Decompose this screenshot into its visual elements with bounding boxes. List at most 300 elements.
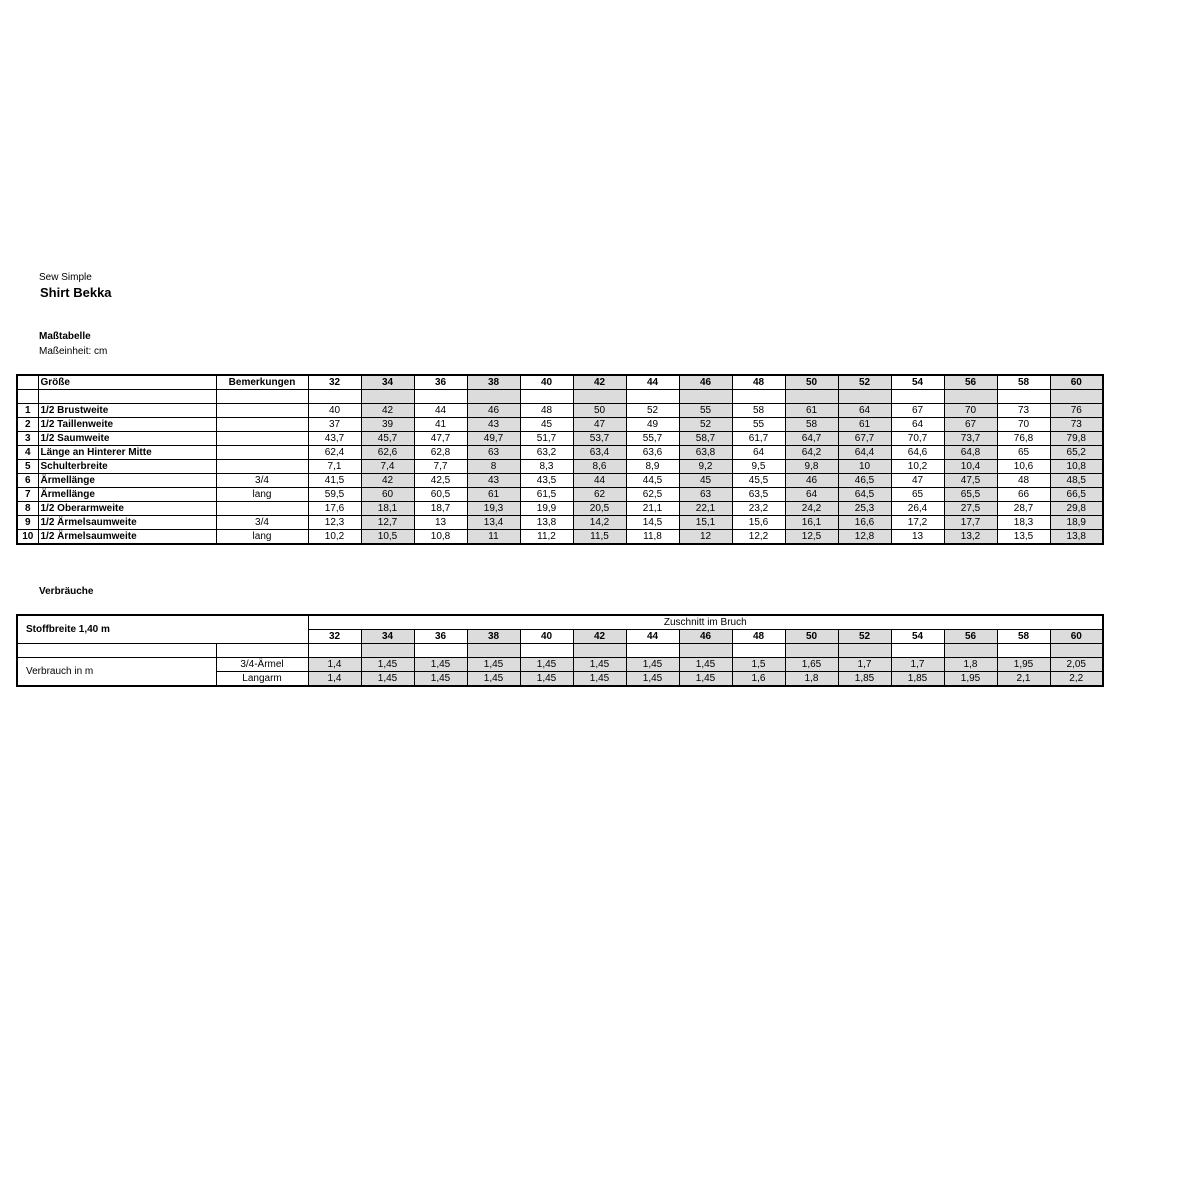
consumption-value: 2,1 (997, 672, 1050, 687)
size-header-cell: 34 (361, 630, 414, 644)
remark-cell (216, 418, 308, 432)
consumption-value: 1,95 (997, 658, 1050, 672)
measurement-value: 70 (944, 404, 997, 418)
measurement-row (17, 460, 1103, 474)
measurement-value: 45,7 (361, 432, 414, 446)
measurement-table-title: Maßtabelle (39, 331, 91, 342)
remark-cell: 3/4 (216, 474, 308, 488)
spacer-cell (785, 644, 838, 658)
size-header-cell: 32 (308, 630, 361, 644)
measurement-value: 48,5 (1050, 474, 1103, 488)
measurement-value: 61 (785, 404, 838, 418)
measurement-value: 22,1 (679, 502, 732, 516)
measurement-value: 7,1 (308, 460, 361, 474)
measurement-label: 1/2 Taillenweite (38, 418, 216, 432)
measurement-value: 10,8 (1050, 460, 1103, 474)
measurement-value: 16,1 (785, 516, 838, 530)
spacer-cell (361, 644, 414, 658)
measurement-spacer-row (17, 390, 1103, 404)
size-header-cell: 46 (679, 375, 732, 390)
row-number: 1 (17, 404, 38, 418)
header-size-label: Größe (38, 375, 216, 390)
measurement-value: 23,2 (732, 502, 785, 516)
consumption-title: Verbräuche (39, 586, 94, 597)
measurement-label: 1/2 Brustweite (38, 404, 216, 418)
spacer-cell (785, 390, 838, 404)
measurement-value: 41,5 (308, 474, 361, 488)
measurement-value: 63 (467, 446, 520, 460)
measurement-value: 65 (997, 446, 1050, 460)
measurement-row (17, 432, 1103, 446)
spacer-cell (414, 644, 467, 658)
measurement-value: 67,7 (838, 432, 891, 446)
measurement-value: 11 (467, 530, 520, 545)
measurement-value: 52 (679, 418, 732, 432)
measurement-value: 48 (997, 474, 1050, 488)
measurement-row (17, 446, 1103, 460)
measurement-value: 49,7 (467, 432, 520, 446)
measurement-value: 61,7 (732, 432, 785, 446)
remark-cell (216, 502, 308, 516)
spacer-cell (467, 644, 520, 658)
row-number: 10 (17, 530, 38, 545)
measurement-label: Länge an Hinterer Mitte (38, 446, 216, 460)
measurement-value: 43,5 (520, 474, 573, 488)
measurement-value: 43 (467, 474, 520, 488)
measurement-value: 19,9 (520, 502, 573, 516)
remark-cell (216, 446, 308, 460)
measurement-value: 40 (308, 404, 361, 418)
consumption-value: 1,45 (414, 658, 467, 672)
measurement-value: 64,6 (891, 446, 944, 460)
measurement-value: 64,4 (838, 446, 891, 460)
measurement-value: 59,5 (308, 488, 361, 502)
measurement-value: 25,3 (838, 502, 891, 516)
measurement-value: 14,5 (626, 516, 679, 530)
measurement-value: 13,4 (467, 516, 520, 530)
measurement-value: 7,4 (361, 460, 414, 474)
measurement-value: 45 (520, 418, 573, 432)
row-number: 5 (17, 460, 38, 474)
consumption-value: 1,4 (308, 658, 361, 672)
measurement-value: 11,8 (626, 530, 679, 545)
consumption-table (16, 614, 1104, 687)
consumption-value: 1,45 (626, 672, 679, 687)
measurement-value: 47 (573, 418, 626, 432)
size-header-cell: 42 (573, 630, 626, 644)
measurement-value: 13,8 (1050, 530, 1103, 545)
measurement-value: 24,2 (785, 502, 838, 516)
measurement-unit: Maßeinheit: cm (39, 346, 108, 357)
size-header-cell: 48 (732, 375, 785, 390)
consumption-header-row (17, 615, 1103, 630)
measurement-body (17, 404, 1103, 545)
consumption-value: 1,4 (308, 672, 361, 687)
measurement-value: 43 (467, 418, 520, 432)
measurement-row (17, 530, 1103, 545)
measurement-value: 47 (891, 474, 944, 488)
consumption-value: 1,65 (785, 658, 838, 672)
size-header-cell: 58 (997, 630, 1050, 644)
measurement-value: 61,5 (520, 488, 573, 502)
measurement-value: 9,5 (732, 460, 785, 474)
measurement-value: 12 (679, 530, 732, 545)
measurement-value: 15,1 (679, 516, 732, 530)
measurement-value: 73,7 (944, 432, 997, 446)
measurement-value: 10,2 (308, 530, 361, 545)
measurement-label: Schulterbreite (38, 460, 216, 474)
size-header-cell: 46 (679, 630, 732, 644)
measurement-value: 70,7 (891, 432, 944, 446)
remark-cell (216, 432, 308, 446)
spacer-cell (361, 390, 414, 404)
measurement-value: 73 (1050, 418, 1103, 432)
measurement-label: Ärmellänge (38, 488, 216, 502)
variant-label: 3/4-Ärmel (216, 658, 308, 672)
consumption-value: 1,95 (944, 672, 997, 687)
measurement-value: 8,9 (626, 460, 679, 474)
measurement-value: 66,5 (1050, 488, 1103, 502)
measurement-row (17, 516, 1103, 530)
consumption-value: 1,45 (361, 658, 414, 672)
spacer-cell (732, 644, 785, 658)
spacer-cell (679, 644, 732, 658)
measurement-value: 62,8 (414, 446, 467, 460)
measurement-value: 10,2 (891, 460, 944, 474)
spacer-cell (17, 390, 38, 404)
measurement-value: 13 (891, 530, 944, 545)
measurement-value: 49 (626, 418, 679, 432)
measurement-value: 61 (467, 488, 520, 502)
brand-name: Sew Simple (39, 272, 92, 283)
measurement-row (17, 418, 1103, 432)
spacer-cell (891, 390, 944, 404)
consumption-value: 1,6 (732, 672, 785, 687)
measurement-value: 18,7 (414, 502, 467, 516)
size-header-cell: 44 (626, 630, 679, 644)
measurement-value: 63,5 (732, 488, 785, 502)
measurement-value: 10,8 (414, 530, 467, 545)
consumption-value: 1,5 (732, 658, 785, 672)
measurement-value: 12,7 (361, 516, 414, 530)
size-header-cell: 58 (997, 375, 1050, 390)
measurement-value: 53,7 (573, 432, 626, 446)
consumption-value: 1,85 (891, 672, 944, 687)
consumption-value: 1,45 (573, 658, 626, 672)
measurement-header-row (17, 375, 1103, 390)
measurement-value: 12,2 (732, 530, 785, 545)
consumption-spacer-row (17, 644, 1103, 658)
measurement-value: 67 (944, 418, 997, 432)
consumption-value: 1,45 (520, 672, 573, 687)
measurement-value: 65,5 (944, 488, 997, 502)
spacer-cell (467, 390, 520, 404)
measurement-value: 63,2 (520, 446, 573, 460)
spacer-cell (573, 644, 626, 658)
measurement-value: 9,2 (679, 460, 732, 474)
measurement-value: 58 (785, 418, 838, 432)
size-header-cell: 36 (414, 630, 467, 644)
measurement-value: 61 (838, 418, 891, 432)
size-header-cell: 52 (838, 630, 891, 644)
measurement-value: 12,5 (785, 530, 838, 545)
measurement-value: 55 (679, 404, 732, 418)
measurement-value: 65,2 (1050, 446, 1103, 460)
measurement-value: 26,4 (891, 502, 944, 516)
measurement-value: 79,8 (1050, 432, 1103, 446)
measurement-value: 52 (626, 404, 679, 418)
size-header-cell: 52 (838, 375, 891, 390)
measurement-value: 62 (573, 488, 626, 502)
spacer-cell (997, 644, 1050, 658)
spacer-cell (17, 644, 216, 658)
consumption-value: 1,7 (891, 658, 944, 672)
measurement-value: 8,3 (520, 460, 573, 474)
measurement-value: 60 (361, 488, 414, 502)
measurement-table (16, 374, 1104, 545)
measurement-value: 20,5 (573, 502, 626, 516)
spacer-cell (520, 390, 573, 404)
measurement-value: 47,5 (944, 474, 997, 488)
size-header-cell: 36 (414, 375, 467, 390)
consumption-value: 1,45 (361, 672, 414, 687)
size-header-cell: 56 (944, 375, 997, 390)
measurement-value: 66 (997, 488, 1050, 502)
spacer-cell (944, 390, 997, 404)
remark-cell (216, 404, 308, 418)
measurement-label: Ärmellänge (38, 474, 216, 488)
consumption-value: 2,2 (1050, 672, 1103, 687)
measurement-value: 44,5 (626, 474, 679, 488)
measurement-row (17, 502, 1103, 516)
measurement-value: 17,6 (308, 502, 361, 516)
measurement-value: 70 (997, 418, 1050, 432)
measurement-value: 10,4 (944, 460, 997, 474)
measurement-value: 18,3 (997, 516, 1050, 530)
spacer-cell (414, 390, 467, 404)
size-header-cell: 38 (467, 375, 520, 390)
row-number: 4 (17, 446, 38, 460)
measurement-value: 64 (891, 418, 944, 432)
measurement-value: 7,7 (414, 460, 467, 474)
row-number: 8 (17, 502, 38, 516)
measurement-value: 67 (891, 404, 944, 418)
remark-cell: lang (216, 530, 308, 545)
size-header-cell: 38 (467, 630, 520, 644)
measurement-value: 9,8 (785, 460, 838, 474)
measurement-value: 19,3 (467, 502, 520, 516)
measurement-value: 76 (1050, 404, 1103, 418)
spacer-cell (838, 390, 891, 404)
consumption-value: 1,45 (467, 658, 520, 672)
measurement-value: 62,6 (361, 446, 414, 460)
consumption-value: 1,45 (679, 658, 732, 672)
spacer-cell (944, 644, 997, 658)
spacer-cell (732, 390, 785, 404)
measurement-label: 1/2 Oberarmweite (38, 502, 216, 516)
spacer-cell (891, 644, 944, 658)
measurement-value: 64,7 (785, 432, 838, 446)
measurement-value: 10,5 (361, 530, 414, 545)
measurement-value: 12,3 (308, 516, 361, 530)
measurement-value: 64,8 (944, 446, 997, 460)
measurement-value: 10 (838, 460, 891, 474)
variant-label: Langarm (216, 672, 308, 687)
measurement-value: 39 (361, 418, 414, 432)
consumption-value: 1,45 (679, 672, 732, 687)
measurement-value: 41 (414, 418, 467, 432)
measurement-value: 58,7 (679, 432, 732, 446)
measurement-value: 27,5 (944, 502, 997, 516)
size-header-cell: 60 (1050, 375, 1103, 390)
size-header-cell: 60 (1050, 630, 1103, 644)
spacer-cell (679, 390, 732, 404)
row-number: 2 (17, 418, 38, 432)
measurement-value: 63,8 (679, 446, 732, 460)
consumption-value: 1,8 (944, 658, 997, 672)
measurement-value: 14,2 (573, 516, 626, 530)
consumption-value: 1,7 (838, 658, 891, 672)
measurement-value: 55,7 (626, 432, 679, 446)
measurement-value: 17,2 (891, 516, 944, 530)
consumption-value: 1,45 (626, 658, 679, 672)
measurement-value: 12,8 (838, 530, 891, 545)
measurement-value: 10,6 (997, 460, 1050, 474)
measurement-value: 45 (679, 474, 732, 488)
measurement-label: 1/2 Saumweite (38, 432, 216, 446)
measurement-value: 63,4 (573, 446, 626, 460)
size-header-cell: 50 (785, 630, 838, 644)
measurement-value: 65 (891, 488, 944, 502)
measurement-value: 45,5 (732, 474, 785, 488)
remark-cell: 3/4 (216, 516, 308, 530)
measurement-value: 55 (732, 418, 785, 432)
spacer-cell (573, 390, 626, 404)
row-number: 6 (17, 474, 38, 488)
fabric-width-label: Stoffbreite 1,40 m (17, 615, 308, 644)
measurement-label: 1/2 Ärmelsaumweite (38, 516, 216, 530)
size-header-cell: 54 (891, 630, 944, 644)
size-header-cell: 32 (308, 375, 361, 390)
size-header-cell: 56 (944, 630, 997, 644)
measurement-value: 37 (308, 418, 361, 432)
measurement-value: 8 (467, 460, 520, 474)
measurement-value: 63,6 (626, 446, 679, 460)
measurement-value: 73 (997, 404, 1050, 418)
measurement-row (17, 488, 1103, 502)
size-header-cell: 34 (361, 375, 414, 390)
measurement-value: 42,5 (414, 474, 467, 488)
remark-cell (216, 460, 308, 474)
size-header-cell: 54 (891, 375, 944, 390)
size-header-cell: 48 (732, 630, 785, 644)
spacer-cell (520, 644, 573, 658)
header-index-cell (17, 375, 38, 390)
consumption-value: 1,45 (573, 672, 626, 687)
measurement-value: 48 (520, 404, 573, 418)
measurement-value: 11,2 (520, 530, 573, 545)
consumption-value: 1,45 (467, 672, 520, 687)
consumption-value: 1,85 (838, 672, 891, 687)
measurement-value: 8,6 (573, 460, 626, 474)
measurement-value: 64,5 (838, 488, 891, 502)
measurement-value: 58 (732, 404, 785, 418)
measurement-value: 60,5 (414, 488, 467, 502)
product-title: Shirt Bekka (40, 285, 112, 300)
measurement-value: 44 (573, 474, 626, 488)
measurement-value: 64,2 (785, 446, 838, 460)
consumption-value: 2,05 (1050, 658, 1103, 672)
measurement-value: 44 (414, 404, 467, 418)
size-header-cell: 40 (520, 630, 573, 644)
spacer-cell (1050, 390, 1103, 404)
measurement-value: 64 (838, 404, 891, 418)
measurement-value: 13,2 (944, 530, 997, 545)
measurement-value: 21,1 (626, 502, 679, 516)
size-header-cell: 40 (520, 375, 573, 390)
measurement-value: 64 (732, 446, 785, 460)
spacer-cell (1050, 644, 1103, 658)
measurement-value: 16,6 (838, 516, 891, 530)
remark-cell: lang (216, 488, 308, 502)
size-header-cell: 42 (573, 375, 626, 390)
measurement-value: 62,5 (626, 488, 679, 502)
spacer-cell (308, 390, 361, 404)
row-number: 3 (17, 432, 38, 446)
size-header-cell: 44 (626, 375, 679, 390)
measurement-value: 63 (679, 488, 732, 502)
measurement-value: 29,8 (1050, 502, 1103, 516)
row-number: 9 (17, 516, 38, 530)
measurement-value: 51,7 (520, 432, 573, 446)
spacer-cell (626, 390, 679, 404)
measurement-value: 43,7 (308, 432, 361, 446)
spacer-cell (216, 644, 308, 658)
measurement-value: 46,5 (838, 474, 891, 488)
measurement-value: 42 (361, 474, 414, 488)
spacer-cell (838, 644, 891, 658)
measurement-value: 62,4 (308, 446, 361, 460)
measurement-value: 11,5 (573, 530, 626, 545)
measurement-value: 46 (467, 404, 520, 418)
spacer-cell (216, 390, 308, 404)
measurement-value: 76,8 (997, 432, 1050, 446)
spacer-cell (308, 644, 361, 658)
measurement-value: 50 (573, 404, 626, 418)
spacer-cell (626, 644, 679, 658)
spacer-cell (38, 390, 216, 404)
measurement-value: 42 (361, 404, 414, 418)
measurement-row (17, 474, 1103, 488)
header-remarks-label: Bemerkungen (216, 375, 308, 390)
measurement-value: 46 (785, 474, 838, 488)
consumption-value: 1,8 (785, 672, 838, 687)
measurement-label: 1/2 Ärmelsaumweite (38, 530, 216, 545)
row-number: 7 (17, 488, 38, 502)
consumption-row (17, 658, 1103, 672)
measurement-row (17, 404, 1103, 418)
measurement-value: 15,6 (732, 516, 785, 530)
consumption-value: 1,45 (520, 658, 573, 672)
size-header-cell: 50 (785, 375, 838, 390)
measurement-value: 18,1 (361, 502, 414, 516)
measurement-value: 13 (414, 516, 467, 530)
measurement-value: 28,7 (997, 502, 1050, 516)
measurement-value: 17,7 (944, 516, 997, 530)
measurement-value: 13,5 (997, 530, 1050, 545)
measurement-value: 18,9 (1050, 516, 1103, 530)
measurement-value: 64 (785, 488, 838, 502)
